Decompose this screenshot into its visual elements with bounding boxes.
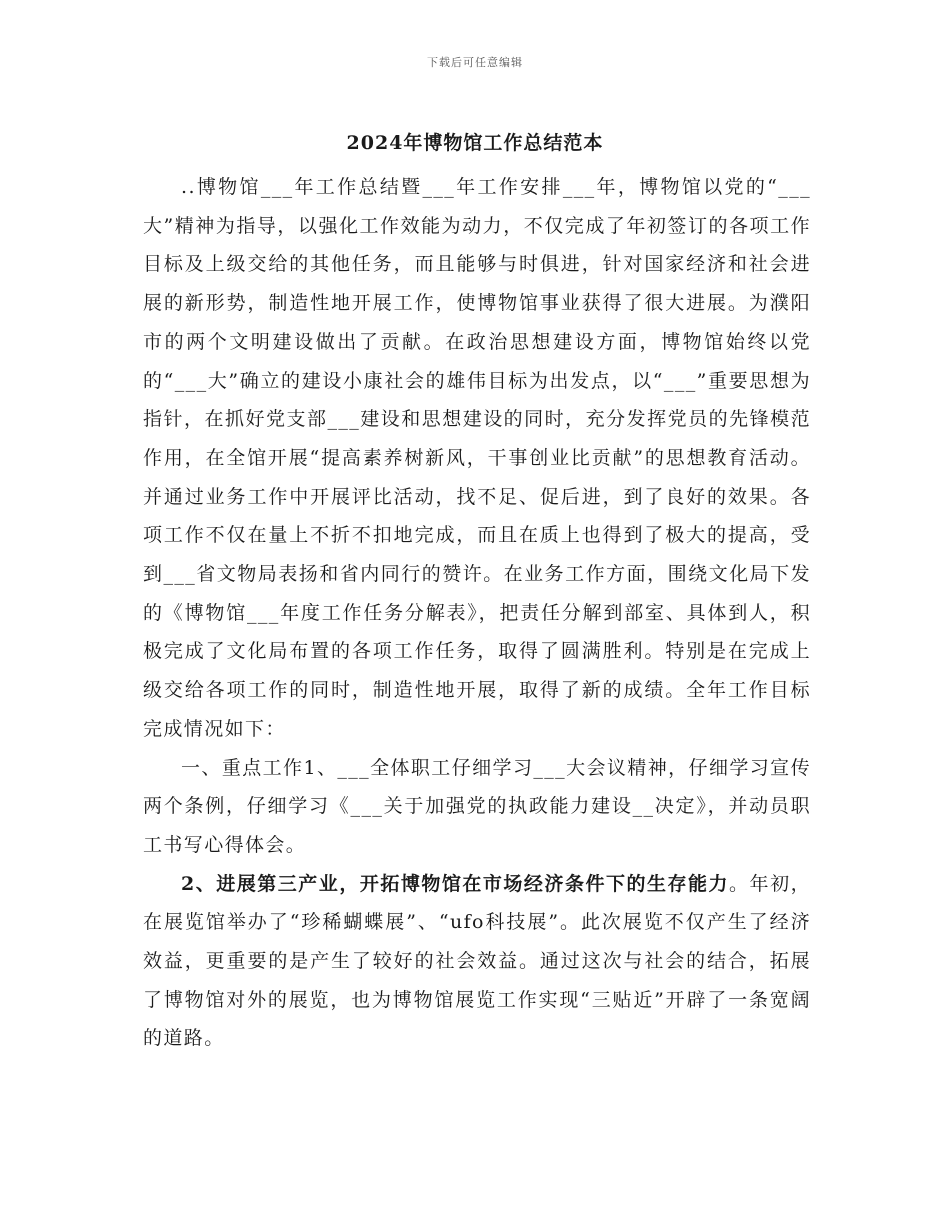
paragraph-intro bbox=[143, 168, 811, 749]
paragraph-key-work-2-text: 。年初，在展览馆举办了“珍稀蝴蝶展”、“ufo科技展”。此次展览不仅产生了经济效益，更重要的是产生了较好的社会效益。通过这次与社会的结合，拓展了博物馆对外的展览，也为博物馆展览工作实现“三贴近”开辟了一条宽阔的道路。 bbox=[143, 872, 811, 1050]
paragraph-key-work-2 bbox=[143, 865, 811, 1059]
document-title: 2024年博物馆工作总结范本 bbox=[346, 132, 604, 154]
page-header-note: 下载后可任意编辑 bbox=[427, 56, 523, 69]
paragraph-key-work-1 bbox=[143, 749, 811, 865]
paragraph-key-work-1-text: 一、重点工作1、___全体职工仔细学习___大会议精神，仔细学习宣传两个条例，仔细学习《___关于加强党的执政能力建设__决定》，并动员职工书写心得体会。 bbox=[143, 756, 811, 856]
document-body bbox=[143, 168, 811, 1058]
paragraph-key-work-2-heading: 2、进展第三产业，开拓博物馆在市场经济条件下的生存能力 bbox=[181, 872, 730, 895]
paragraph-intro-text: ..博物馆___年工作总结暨___年工作安排___年，博物馆以党的“___大”精神为指导，以强化工作效能为动力，不仅完成了年初签订的各项工作目标及上级交给的其他任务，而且能够与时俱进，针对国家经济和社会进展的新形势，制造性地开展工作，使博物馆事业获得了很大进展。为濮阳市的两个文明建设做出了贡献。在政治思想建设方面，博物馆始终以党的“___大”确立的建设小康社会的雄伟目标为出发点，以“___”重要思想为指针，在抓好党支部___建设和思想建设的同时，充分发挥党员的先锋模范作用，在全馆开展“提高素养树新风，干事创业比贡献”的思想教育活动。并通过业务工作中开展评比活动，找不足、促后进，到了良好的效果。各项工作不仅在量上不折不扣地完成，而且在质上也得到了极大的提高，受到___省文物局表扬和省内同行的赞许。在业务工作方面，围绕文化局下发的《博物馆___年度工作任务分解表》，把责任分解到部室、具体到人，积极完成了文化局布置的各项工作任务，取得了圆满胜利。特别是在完成上级交给各项工作的同时，制造性地开展，取得了新的成绩。全年工作目标完成情况如下： bbox=[143, 176, 811, 740]
